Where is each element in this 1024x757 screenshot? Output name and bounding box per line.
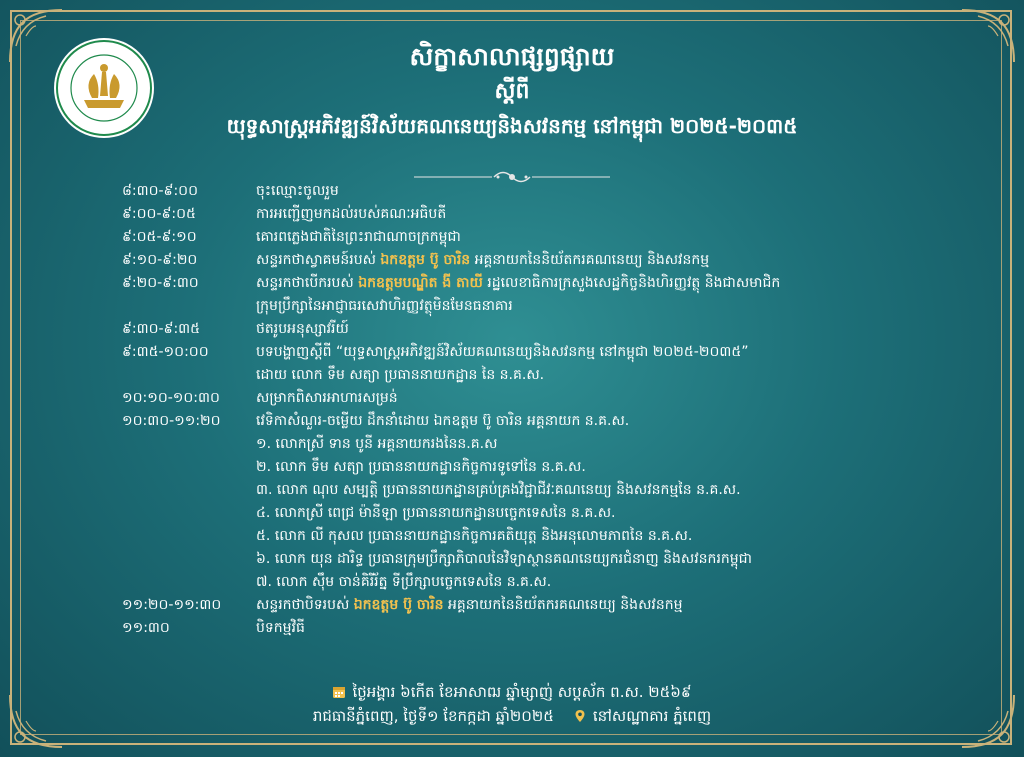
footer bbox=[180, 680, 844, 728]
agenda-desc: បិទកម្មវិធី bbox=[256, 620, 305, 636]
footer-date: ថ្ងៃអង្គារ ៦កើត ខែអាសាឍ ឆ្នាំម្សាញ់ សប្តស័ក ព.ស. ២៥៦៩ bbox=[352, 683, 692, 701]
agenda-time: ៩:៣០-៩:៣៥ bbox=[122, 321, 201, 337]
agenda-desc bbox=[256, 272, 780, 295]
agenda-row bbox=[120, 617, 920, 640]
panelist-row bbox=[120, 456, 920, 479]
speaker-name-highlight: ឯកឧត្តម ប៊ូ ចារិន bbox=[353, 597, 444, 613]
page-subtitle: ស្តីពី bbox=[494, 79, 530, 104]
agenda-row bbox=[120, 249, 920, 272]
agenda-row bbox=[120, 203, 920, 226]
agenda-row bbox=[120, 180, 920, 203]
agenda-desc-post: រដ្ឋលេខាធិការក្រសួងសេដ្ឋកិច្ចនិងហិរញ្ញវត្ថុ និងជាសមាជិក bbox=[482, 275, 781, 291]
panelist-item: ៦. លោក យុន ដារិទ្ធ ប្រធានក្រុមប្រឹក្សាភិបាលនៃវិទ្យាស្ថានគណនេយ្យករជំនាញ និងសវនករកម្ពុជា bbox=[256, 551, 752, 567]
agenda-desc-pre: សន្ទរកថាបើករបស់ bbox=[256, 275, 359, 291]
agenda-time: ១០:១០-១០:៣០ bbox=[122, 390, 220, 406]
agenda-time: ៩:១០-៩:២០ bbox=[122, 252, 198, 268]
agenda-time: ៨:៣០-៩:០០ bbox=[122, 183, 199, 199]
panelist-row bbox=[120, 433, 920, 456]
footer-date-line bbox=[180, 680, 844, 704]
agenda-desc: ការអញ្ជើញមកដល់របស់គណៈអធិបតី bbox=[256, 206, 447, 222]
agenda-desc-pre: សន្ទរកថាបិទរបស់ bbox=[256, 597, 354, 613]
agenda-time: ៩:០០-៩:០៥ bbox=[122, 206, 196, 222]
agenda-desc: បទបង្ហាញស្តីពី “យុទ្ធសាស្រ្តអភិវឌ្ឍន៍វិស័យគណនេយ្យនិងសវនកម្ម នៅកម្ពុជា ២០២៥-២០៣៥” bbox=[256, 344, 749, 360]
agenda-row bbox=[120, 594, 920, 617]
agenda-row-continuation bbox=[120, 295, 920, 318]
speaker-name-highlight: ឯកឧត្តម ប៊ូ ចារិន bbox=[380, 252, 471, 268]
agenda-row bbox=[120, 341, 920, 364]
agenda-desc: វេទិកាសំណួរ-ចម្លើយ ដឹកនាំដោយ ឯកឧត្តម ប៊ូ ចារិន អគ្គនាយក ន.គ.ស. bbox=[256, 413, 630, 429]
agenda-row bbox=[120, 318, 920, 341]
footer-city-date: រាជធានីភ្នំពេញ, ថ្ងៃទី១ ខែកក្កដា ឆ្នាំ២០២៥ bbox=[312, 707, 554, 725]
agenda-desc-post: អគ្គនាយកនៃនិយ័តករគណនេយ្យ និងសវនកម្ម bbox=[470, 252, 710, 268]
agenda-desc: ថតរូបអនុស្សាវរីយ៍ bbox=[256, 321, 349, 337]
agenda-row bbox=[120, 387, 920, 410]
panelist-item: ៧. លោក ស៊ឹម ចាន់គិរីរ័ត្ន ទីប្រឹក្សាបច្ចេកទេសនៃ ន.គ.ស. bbox=[256, 574, 552, 590]
corner-ornament-icon bbox=[958, 691, 1018, 751]
agenda-row bbox=[120, 226, 920, 249]
panelist-item: ៤. លោកស្រី ពេជ្រ ម៉ានីឡា ប្រធាននាយកដ្ឋានបច្ចេកទេសនៃ ន.គ.ស. bbox=[256, 505, 616, 521]
page-title: សិក្ខាសាលាផ្សព្វផ្សាយ bbox=[409, 42, 615, 71]
panelist-row bbox=[120, 548, 920, 571]
agenda-desc bbox=[256, 249, 709, 272]
agenda-time: ១១:៣០ bbox=[122, 620, 170, 636]
agenda-list bbox=[120, 180, 920, 640]
agenda-time: ១១:២០-១១:៣០ bbox=[122, 597, 222, 613]
panelist-row bbox=[120, 502, 920, 525]
agenda-row bbox=[120, 410, 920, 433]
agenda-desc bbox=[256, 594, 683, 617]
agenda-desc: គោរពភ្លេងជាតិនៃព្រះរាជាណាចក្រកម្ពុជា bbox=[256, 229, 461, 245]
agenda-desc-line2: ដោយ លោក ទឹម សត្យា ប្រធាននាយកដ្ឋាន នៃ ន.គ.ស. bbox=[256, 367, 545, 383]
topic-title: យុទ្ធសាស្រ្តអភិវឌ្ឍន៍វិស័យគណនេយ្យនិងសវនកម្ម នៅកម្ពុជា ២០២៥-២០៣៥ bbox=[226, 114, 798, 138]
footer-location: នៅសណ្ឋាគារ ភ្នំពេញ bbox=[592, 707, 712, 725]
agenda-desc-post: អគ្គនាយកនៃនិយ័តករគណនេយ្យ និងសវនកម្ម bbox=[443, 597, 683, 613]
organization-logo bbox=[54, 38, 154, 138]
corner-ornament-icon bbox=[958, 6, 1018, 66]
speaker-name-highlight: ឯកឧត្តមបណ្ឌិត ងី តាយី bbox=[358, 275, 483, 291]
corner-ornament-icon bbox=[6, 691, 66, 751]
header bbox=[180, 40, 844, 142]
panelist-row bbox=[120, 479, 920, 502]
agenda-time: ៩:៣៥-១០:០០ bbox=[122, 344, 209, 360]
agenda-desc: សម្រាកពិសារអាហារសម្រន់ bbox=[256, 390, 398, 406]
footer-location-line bbox=[180, 704, 844, 728]
panelist-row bbox=[120, 571, 920, 594]
panelist-item: ៣. លោក ណុប សម្បត្តិ ប្រធាននាយកដ្ឋានគ្រប់គ្រងវិជ្ជាជីវៈគណនេយ្យ និងសវនកម្មនៃ ន.គ.ស. bbox=[256, 482, 741, 498]
panelist-item: ៥. លោក លី កុសល ប្រធាននាយកដ្ឋានកិច្ចការគតិយុត្ត និងអនុលោមភាពនៃ ន.គ.ស. bbox=[256, 528, 693, 544]
agenda-desc-line2: ក្រុមប្រឹក្សានៃអាជ្ញាធរសេវាហិរញ្ញវត្ថុមិនមែនធនាគារ bbox=[256, 298, 513, 314]
agenda-row bbox=[120, 272, 920, 295]
agenda-time: ១០:៣០-១១:២០ bbox=[122, 413, 221, 429]
agenda-time: ៩:២០-៩:៣០ bbox=[122, 275, 199, 291]
location-pin-icon bbox=[573, 706, 587, 720]
agenda-desc: ចុះឈ្មោះចូលរួម bbox=[256, 183, 339, 199]
panelist-item: ២. លោក ទឹម សត្យា ប្រធាននាយកដ្ឋានកិច្ចការទូទៅនៃ ន.គ.ស. bbox=[256, 459, 586, 475]
agenda-row-continuation bbox=[120, 364, 920, 387]
panelist-row bbox=[120, 525, 920, 548]
agenda-time: ៩:០៥-៩:១០ bbox=[122, 229, 197, 245]
agenda-desc-pre: សន្ទរកថាស្វាគមន៍របស់ bbox=[256, 252, 381, 268]
calendar-icon bbox=[332, 682, 346, 696]
panelist-item: ១. លោកស្រី ទាន បូនី អគ្គនាយករងនៃន.គ.ស bbox=[256, 436, 498, 452]
